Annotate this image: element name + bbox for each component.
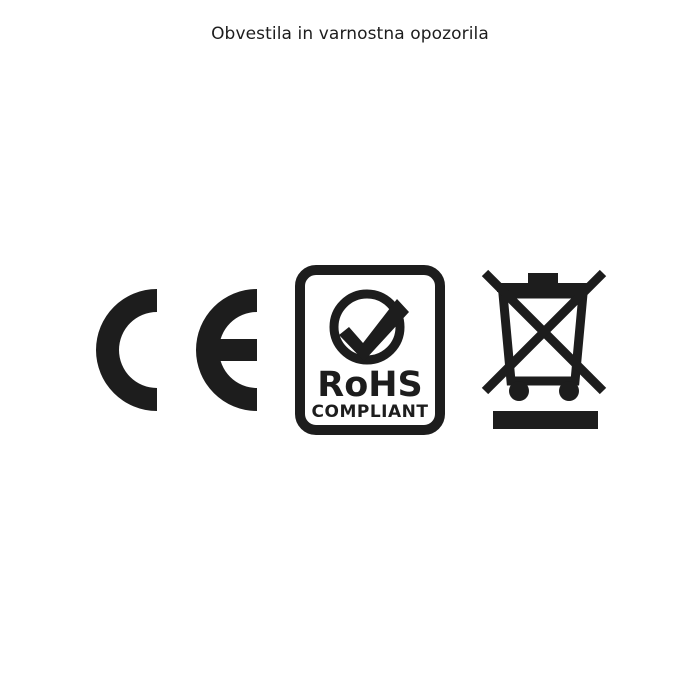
ce-marking-symbol	[89, 275, 259, 425]
rohs-label-main: RoHS	[317, 365, 423, 405]
ce-marking-icon	[89, 275, 259, 425]
compliance-symbols-row	[0, 255, 700, 445]
rohs-compliant-symbol	[295, 265, 445, 435]
weee-bin-symbol	[481, 263, 611, 438]
rohs-compliant-icon	[295, 265, 445, 435]
weee-bin-icon	[481, 263, 611, 438]
rohs-label-sub: COMPLIANT	[311, 402, 429, 422]
page-title: Obvestila in varnostna opozorila	[211, 24, 489, 44]
